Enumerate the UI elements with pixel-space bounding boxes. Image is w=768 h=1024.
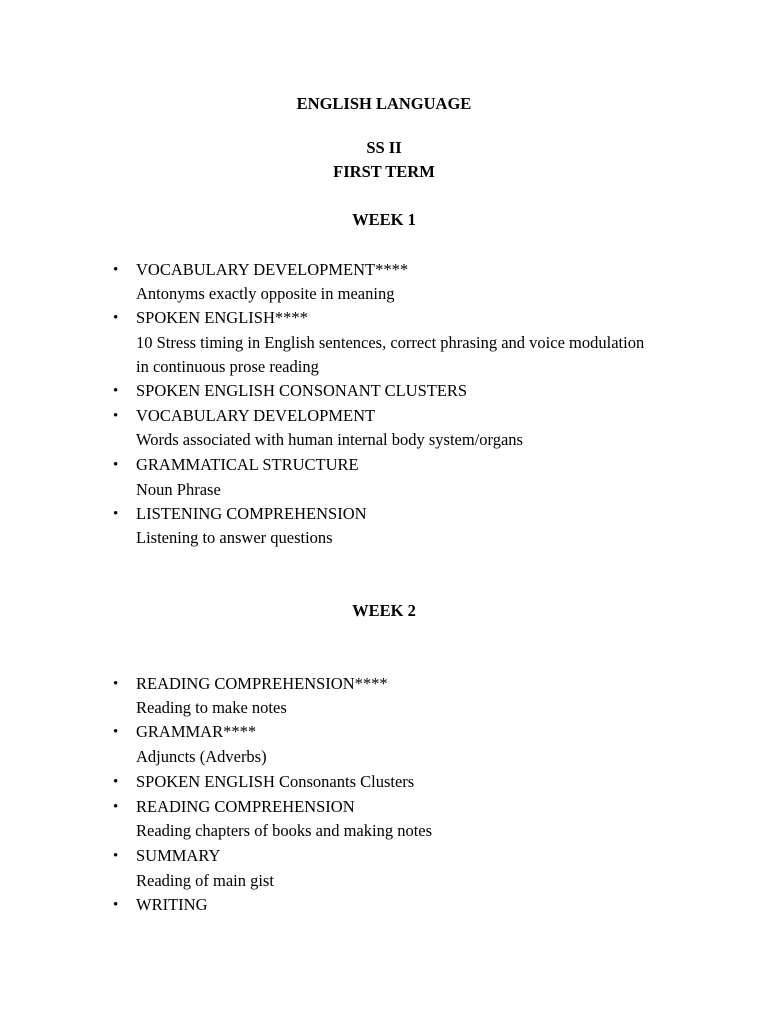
item-detail: Noun Phrase [136,480,221,499]
list-item [113,722,257,742]
bullet-icon: • [113,799,119,815]
item-detail: in continuous prose reading [136,357,319,376]
item-detail: Reading to make notes [136,698,287,717]
item-topic: SUMMARY [136,846,221,865]
item-topic: SPOKEN ENGLISH Consonants Clusters [136,772,415,791]
bullet-icon: • [113,383,119,399]
item-topic: VOCABULARY DEVELOPMENT**** [136,260,409,279]
list-item [113,455,359,475]
item-topic: WRITING [136,895,208,914]
list-item [113,308,308,328]
item-detail: Adjuncts (Adverbs) [136,747,267,766]
item-topic: READING COMPREHENSION [136,797,355,816]
item-topic: LISTENING COMPREHENSION [136,504,367,523]
bullet-icon: • [113,676,119,692]
class-label: SS II [366,138,402,157]
list-item [113,381,468,401]
list-item [113,772,415,792]
item-detail: 10 Stress timing in English sentences, correct phrasing and voice modulation [136,333,645,352]
term-label: FIRST TERM [333,162,435,181]
bullet-icon: • [113,457,119,473]
bullet-icon: • [113,724,119,740]
list-item [113,406,376,426]
item-topic: SPOKEN ENGLISH CONSONANT CLUSTERS [136,381,468,400]
item-detail: Listening to answer questions [136,528,333,547]
list-item [113,260,409,280]
item-topic: SPOKEN ENGLISH**** [136,308,308,327]
document-title: ENGLISH LANGUAGE [296,94,472,113]
item-topic: GRAMMAR**** [136,722,257,741]
week2-heading: WEEK 2 [352,601,416,620]
list-item [113,674,388,694]
bullet-icon: • [113,774,119,790]
item-detail: Words associated with human internal body system/organs [136,430,523,449]
bullet-icon: • [113,408,119,424]
bullet-icon: • [113,262,119,278]
list-item [113,846,221,866]
bullet-icon: • [113,310,119,326]
item-topic: GRAMMATICAL STRUCTURE [136,455,359,474]
list-item [113,504,367,524]
list-item [113,895,208,915]
item-detail: Reading chapters of books and making notes [136,821,433,840]
bullet-icon: • [113,848,119,864]
week1-heading: WEEK 1 [352,210,416,229]
item-detail: Antonyms exactly opposite in meaning [136,284,395,303]
item-detail: Reading of main gist [136,871,274,890]
bullet-icon: • [113,506,119,522]
item-topic: READING COMPREHENSION**** [136,674,388,693]
bullet-icon: • [113,897,119,913]
list-item [113,797,355,817]
item-topic: VOCABULARY DEVELOPMENT [136,406,376,425]
